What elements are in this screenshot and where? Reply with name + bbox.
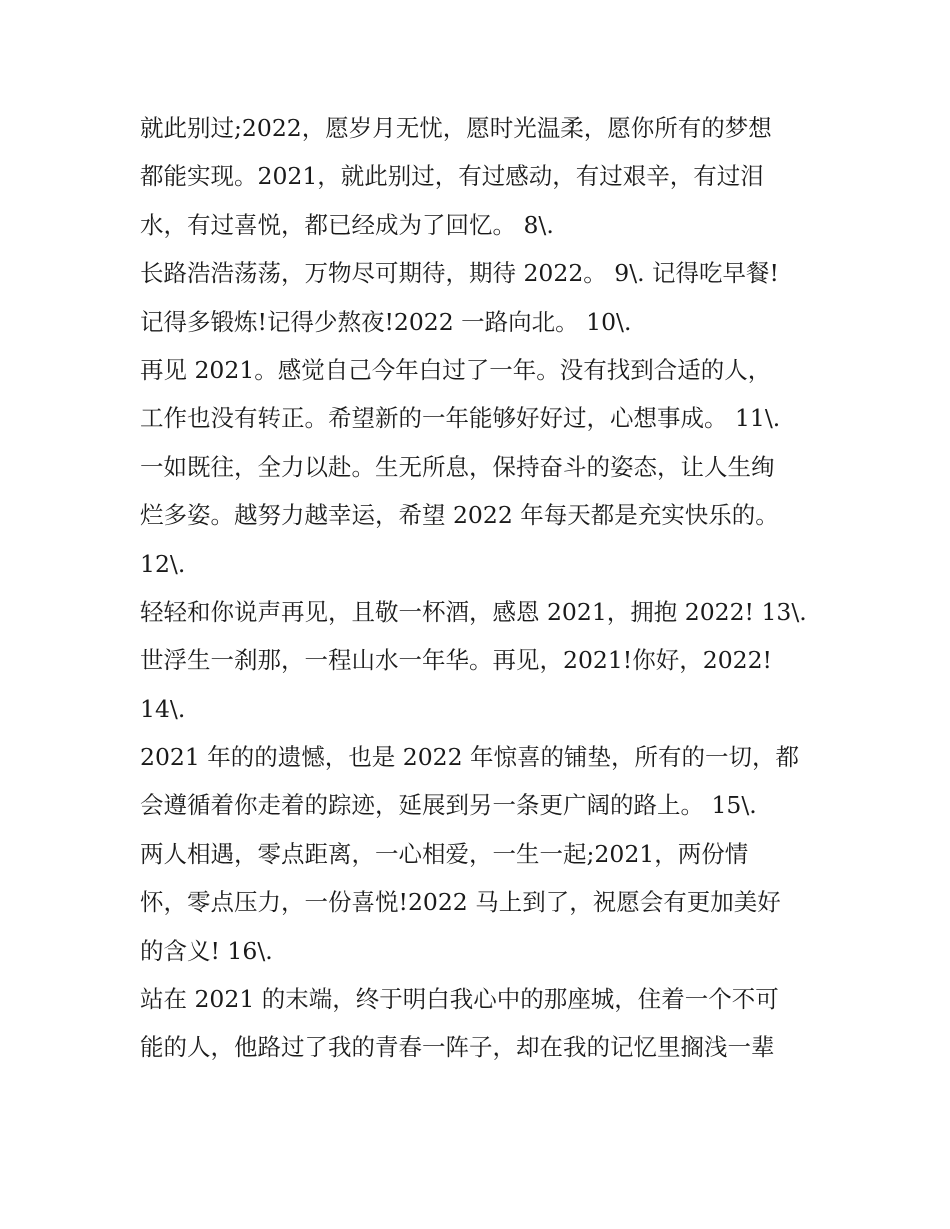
text-line: 轻轻和你说声再见，且敬一杯酒，感恩 2021，拥抱 2022! 13\. <box>140 597 807 626</box>
text-line: 世浮生一刹那，一程山水一年华。再见，2021!你好，2022! <box>140 646 772 675</box>
text-line: 烂多姿。越努力越幸运，希望 2022 年每天都是充实快乐的。 <box>140 501 779 530</box>
text-line: 长路浩浩荡荡，万物尽可期待，期待 2022。 9\. 记得吃早餐! <box>140 259 779 288</box>
text-line: 的含义! 16\. <box>140 936 273 965</box>
text-line: 就此别过;2022，愿岁月无忧，愿时光温柔，愿你所有的梦想 <box>140 114 772 142</box>
text-line: 记得多锻炼!记得少熬夜!2022 一路向北。 10\. <box>140 307 632 336</box>
text-line: 14\. <box>140 694 186 723</box>
text-line: 水，有过喜悦，都已经成为了回忆。 8\. <box>140 210 554 239</box>
text-line: 12\. <box>140 549 186 578</box>
text-line: 工作也没有转正。希望新的一年能够好好过，心想事成。 11\. <box>140 404 781 433</box>
text-line: 一如既往，全力以赴。生无所息，保持奋斗的姿态，让人生绚 <box>140 452 775 481</box>
text-line: 站在 2021 的末端，终于明白我心中的那座城，住着一个不可 <box>140 985 779 1014</box>
text-line: 再见 2021。感觉自己今年白过了一年。没有找到合适的人， <box>140 355 772 384</box>
text-line: 2021 年的的遗憾，也是 2022 年惊喜的铺垫，所有的一切，都 <box>140 743 800 772</box>
text-line: 能的人，他路过了我的青春一阵子，却在我的记忆里搁浅一辈 <box>140 1033 775 1062</box>
text-line: 两人相遇，零点距离，一心相爱，一生一起;2021，两份情 <box>140 839 749 868</box>
body-text <box>140 104 830 1072</box>
text-line: 会遵循着你走着的踪迹，延展到另一条更广阔的路上。 15\. <box>140 791 757 820</box>
text-line: 怀，零点压力，一份喜悦!2022 马上到了，祝愿会有更加美好 <box>140 888 781 917</box>
text-line: 都能实现。2021，就此别过，有过感动，有过艰辛，有过泪 <box>140 162 764 191</box>
